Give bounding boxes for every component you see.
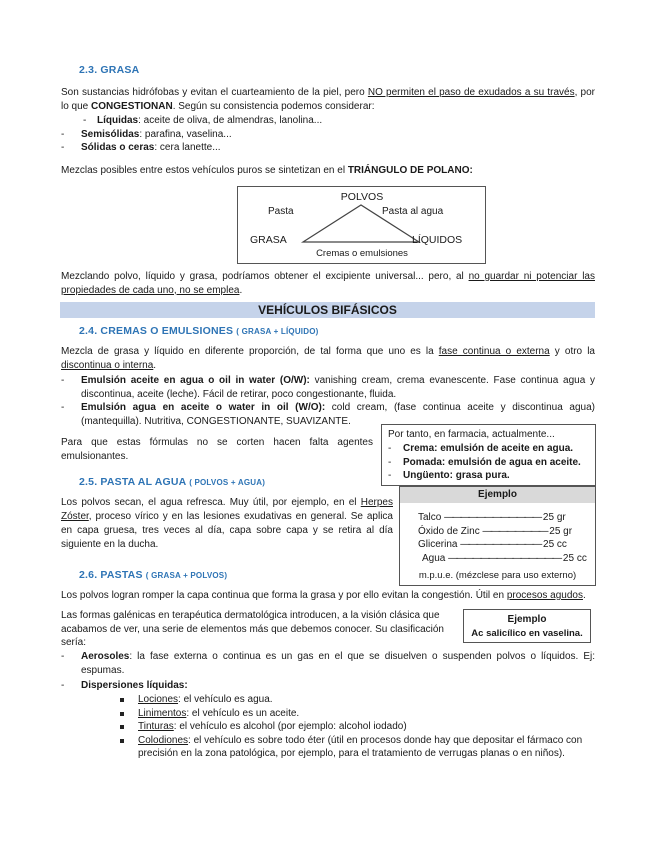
bullet: -: [388, 470, 392, 481]
list-item: [118, 720, 596, 734]
ingredient: Agua: [422, 552, 446, 564]
underlined-text: discontinua o interna: [61, 359, 154, 371]
underlined-text: no guardar ni potenciar las propiedades de cada uno, no se emplea: [61, 271, 595, 296]
list-item: [61, 128, 581, 142]
pasta-agua-paragraph: [61, 496, 393, 552]
square-bullet-icon: [120, 712, 124, 716]
term: Sólidas o ceras: [81, 142, 155, 153]
bullet: -: [388, 443, 392, 454]
emulsifiers-paragraph: Para que estas fórmulas no se corten hacen falta agentes emulsionantes.: [61, 437, 373, 462]
pharmacy-intro: Por tanto, en farmacia, actualmente...: [388, 429, 555, 440]
pharmacy-box: [381, 424, 596, 486]
example-row: [418, 525, 588, 539]
text: y otro la: [549, 346, 595, 357]
term: Emulsión aceite en agua o oil in water (O/W):: [81, 375, 310, 386]
triangle-top-label: POLVOS: [340, 191, 384, 203]
dashes: ————————————: [444, 512, 541, 523]
bullet: -: [61, 680, 65, 691]
text: Mezclando polvo, líquido y grasa, podríamos obtener el excipiente universal... pero, al: [61, 271, 469, 282]
text: . Según su consistencia podemos considerar:: [172, 100, 375, 112]
square-bullet-icon: [120, 725, 124, 729]
text: .: [153, 359, 157, 371]
heading-subtext: ( POLVOS + AGUA): [189, 478, 266, 487]
list-item: [61, 679, 595, 693]
list-item: [118, 707, 596, 721]
triangle-right-side-label: Pasta al agua: [382, 206, 444, 217]
quantity: 25 gr: [549, 525, 573, 537]
ingredient: Talco: [418, 512, 442, 523]
bullet: -: [388, 456, 392, 468]
ingredient: Óxido de Zinc: [418, 525, 480, 537]
text: : el vehículo es sobre todo éter (útil en procesos donde hay que depositar el fármaco con precisión en la zona patológica, por ejemplo, para el tratamiento de verrugas planas o en niños).: [138, 734, 583, 759]
text: Son sustancias hidrófobas y evitan el cuarteamiento de la piel, pero: [61, 87, 368, 98]
heading-subtext: ( GRASA + LÍQUIDO): [236, 327, 319, 336]
bullet: -: [61, 142, 65, 153]
ingredient: Glicerina: [418, 539, 458, 550]
example-row: [418, 552, 588, 566]
term: Tinturas: [138, 721, 174, 732]
text: : el vehículo es alcohol (por ejemplo: alcohol iodado): [173, 721, 407, 732]
bullet: -: [61, 402, 65, 413]
triangle-left-side-label: Pasta: [268, 206, 294, 217]
dashes: ————————: [482, 525, 547, 537]
text: vanishing cream, crema evanescente. Fase continua agua y discontinua, aceite (leche). Fácil de retirar, poco congestionante, fluida.: [81, 375, 595, 400]
grasa-paragraph: [61, 86, 595, 113]
text: cold cream, (fase continua aceite y discontinua agua) (mantequilla). Nutritiva, CONGESTIONANTE, SUAVIZANTE.: [81, 402, 595, 427]
list-item: [388, 469, 593, 483]
galenic-forms-list: [61, 650, 595, 693]
heading-text: 2.4. CREMAS O EMULSIONES: [79, 325, 234, 337]
example-footer: m.p.u.e. (mézclese para uso externo): [418, 570, 577, 581]
text: Ungüento: grasa pura.: [403, 470, 510, 481]
section-heading-cremas: [79, 325, 319, 337]
heading-subtext: ( GRASA + POLVOS): [145, 571, 228, 580]
quantity: 25 cc: [562, 552, 587, 564]
list-item: [118, 693, 596, 707]
heading-text: 2.5. PASTA AL AGUA: [79, 476, 187, 488]
example-title: Ejemplo: [400, 487, 595, 503]
text: .: [582, 590, 586, 601]
text: , proceso vírico y en las lesiones exudativas en general. Se aplica en capa gruesa, tres veces al día, capa sobre capa y se retira al día siguiente en la ducha.: [61, 511, 393, 550]
bullet: -: [61, 375, 65, 386]
text: , por lo que: [61, 87, 595, 112]
underlined-text: fase continua o externa: [438, 346, 550, 357]
galenic-forms-paragraph: Las formas galénicas en terapéutica dermatológica introducen, a la visión clásica que acabamos de ver, una serie de elementos más que debemos conocer. Su clasificación sería:: [61, 610, 444, 648]
triangle-right-label: LÍQUIDOS: [412, 234, 463, 246]
text: : aceite de oliva, de almendras, lanolina...: [138, 115, 323, 126]
term: Lociones: [138, 694, 179, 705]
term: Emulsión agua en aceite o water in oil (W/O):: [81, 402, 326, 413]
bullet: -: [61, 128, 65, 140]
dashes: ——————————: [460, 539, 541, 550]
bullet: -: [61, 651, 65, 662]
grasa-consistency-list: [61, 114, 581, 155]
text: .: [239, 284, 243, 296]
list-item: [61, 650, 595, 677]
example-title: Ejemplo: [507, 614, 547, 625]
pastas-paragraph: [61, 589, 595, 603]
example-rows: [418, 511, 588, 565]
section-heading-pastas: [79, 569, 227, 581]
quantity: 25 gr: [542, 512, 566, 523]
text: Crema: emulsión de aceite en agua.: [403, 443, 574, 454]
underlined-text: Herpes Zóster: [61, 497, 393, 522]
triangle-left-label: GRASA: [250, 234, 287, 246]
square-bullet-icon: [120, 698, 124, 702]
quantity: 25 cc: [543, 539, 567, 550]
list-item: [61, 114, 581, 128]
list-item: [61, 374, 595, 401]
triangle-bottom-label: Cremas o emulsiones: [316, 248, 408, 259]
dashes: ——————————————: [448, 552, 561, 564]
text: : cera lanette...: [154, 142, 221, 153]
underlined-text: procesos agudos: [506, 590, 583, 601]
heading-text: 2.6. PASTAS: [79, 569, 143, 581]
section-heading-grasa: 2.3. GRASA: [79, 64, 140, 76]
example-box-pastas: [463, 609, 591, 643]
text: : parafina, vaselina...: [139, 128, 232, 140]
text: : la fase externa o continua es un gas en el que se disuelven o suspenden polvos o líquidos. Ej: espumas.: [81, 651, 595, 676]
text: Los polvos secan, el agua refresca. Muy útil, por ejemplo, en el: [61, 497, 361, 508]
term: Aerosoles: [81, 651, 130, 662]
polano-intro: [61, 164, 595, 178]
bold-text: CONGESTIONAN: [91, 100, 173, 112]
example-text: Ac salicílico en vaselina.: [471, 628, 583, 639]
pharmacy-list: [388, 442, 593, 483]
square-bullet-icon: [120, 739, 124, 743]
bullet: -: [83, 115, 87, 126]
universal-excipient-paragraph: [61, 270, 595, 297]
term: Linimentos: [138, 707, 187, 719]
term: Semisólidas: [81, 128, 140, 140]
example-box-pasta-agua: [399, 486, 596, 586]
list-item: [388, 442, 593, 456]
cremas-paragraph: [61, 345, 595, 372]
section-heading-pasta-agua: [79, 476, 265, 488]
text: : el vehículo es agua.: [178, 694, 273, 705]
list-item: [388, 456, 593, 470]
emulsion-types-list: [61, 374, 595, 428]
text: Pomada: emulsión de agua en aceite.: [403, 456, 581, 468]
term: Dispersiones líquidas:: [81, 680, 188, 691]
underlined-text: NO permiten el paso de exudados a su través: [367, 87, 575, 98]
example-row: [418, 511, 588, 525]
term: Líquidas: [97, 115, 139, 126]
term: Colodiones: [138, 734, 189, 746]
text: : el vehículo es un aceite.: [186, 707, 300, 719]
bold-text: TRIÁNGULO DE POLANO:: [347, 165, 473, 176]
text: Los polvos logran romper la capa continua que forma la grasa y por ello evitan la congestión. Útil en: [61, 590, 507, 601]
liquid-dispersions-list: [118, 693, 596, 761]
polano-triangle-box: [237, 186, 486, 264]
list-item: [118, 734, 596, 761]
example-row: [418, 538, 588, 552]
text: Mezcla de grasa y líquido en diferente proporción, de tal forma que uno es la: [61, 346, 439, 357]
list-item: [61, 141, 581, 155]
text: Mezclas posibles entre estos vehículos puros se sintetizan en el: [61, 165, 348, 176]
section-band-bifasicos: VEHÍCULOS BIFÁSICOS: [60, 302, 595, 318]
